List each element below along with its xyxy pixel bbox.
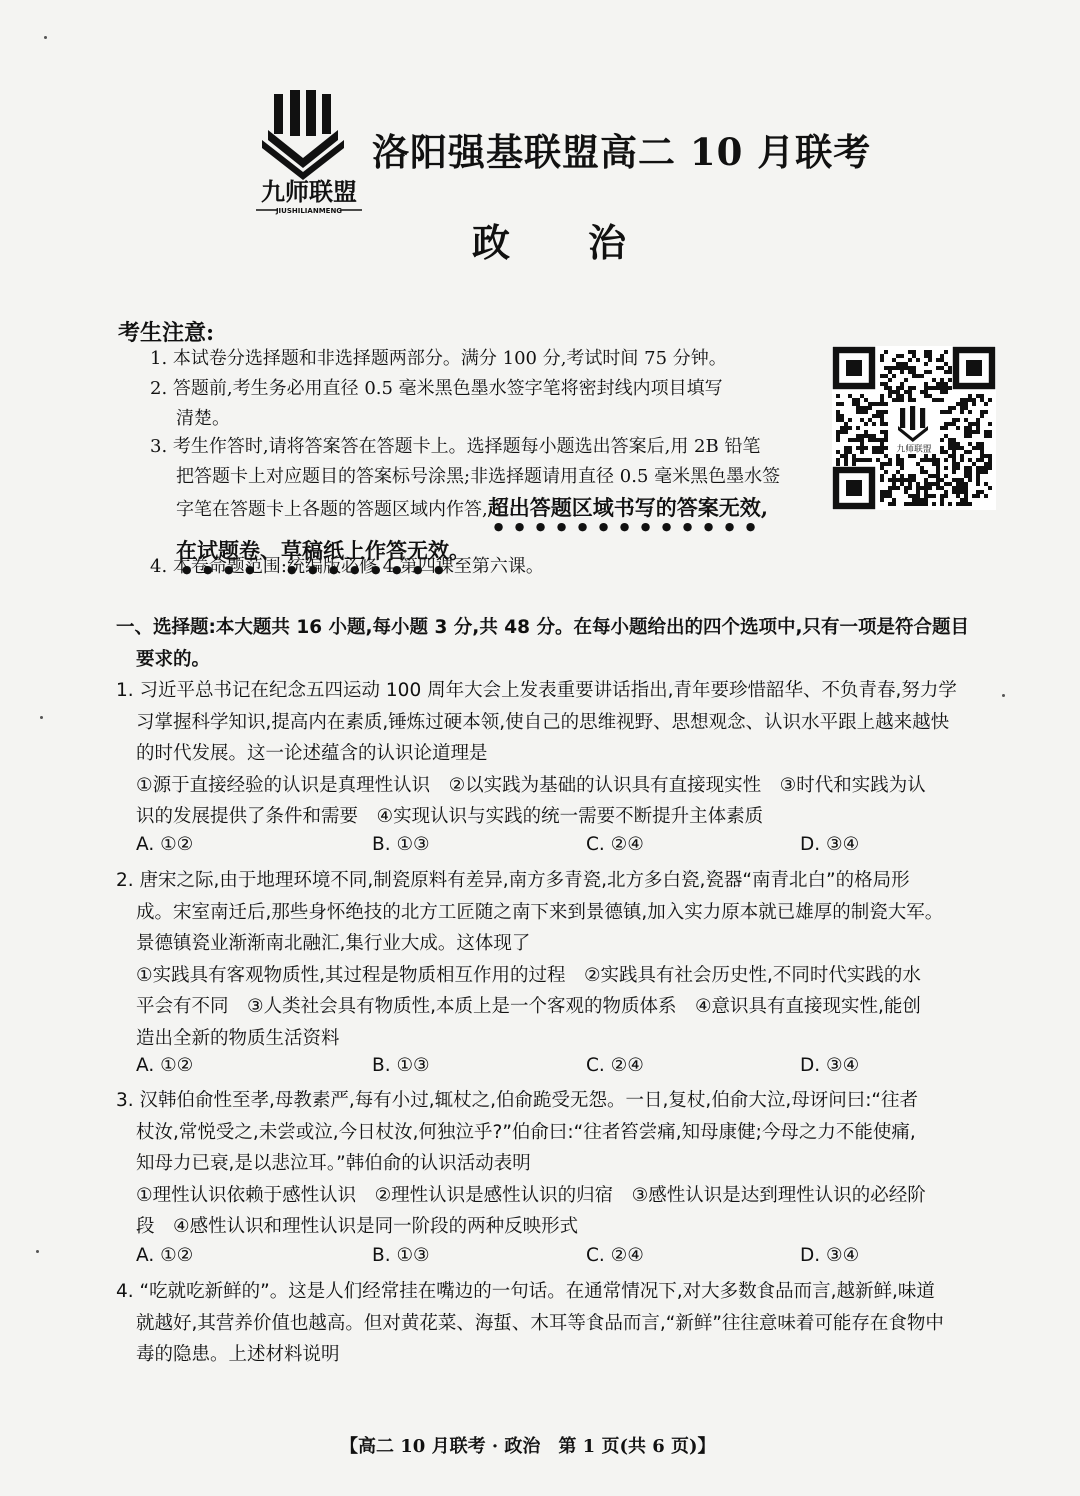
notice-item-3-line-3: 字笔在答题卡上各题的答题区域内作答, [176, 499, 488, 520]
q2-line-6: 造出全新的物质生活资料 [136, 1027, 340, 1049]
q2-option-c: C. ②④ [586, 1055, 644, 1076]
q3-option-c: C. ②④ [586, 1245, 644, 1266]
q4-line-2: 就越好,其营养价值也越高。但对黄花菜、海蜇、木耳等食品而言,“新鲜”往往意味着可能存在食物中 [136, 1312, 944, 1334]
q2-line-5: 平会有不同 ③人类社会具有物质性,本质上是一个客观的物质体系 ④意识具有直接现实性,能创 [136, 996, 921, 1017]
subject-title: 政治 [472, 220, 705, 265]
section-heading-line-2: 要求的。 [136, 648, 211, 670]
q2-line-2: 成。宋室南迁后,那些身怀绝技的北方工匠随之南下来到景德镇,加入实力原本就已雄厚的制瓷大军。 [136, 901, 944, 923]
q1-line-1: 1. 习近平总书记在纪念五四运动 100 周年大会上发表重要讲话指出,青年要珍惜韶华、不负青春,努力学 [116, 680, 957, 701]
q4-line-3: 毒的隐患。上述材料说明 [136, 1344, 340, 1365]
q2-line-1: 2. 唐宋之际,由于地理环境不同,制瓷原料有差异,南方多青瓷,北方多白瓷,瓷器“南青北白”的格局形 [116, 870, 910, 891]
qr-code-icon [832, 346, 996, 510]
q1-option-c: C. ②④ [586, 834, 644, 855]
question-1 [116, 675, 996, 833]
q2-line-3: 景德镇瓷业渐渐南北融汇,集行业大成。这体现了 [136, 933, 531, 954]
q1-options [136, 834, 996, 864]
q1-line-3: 的时代发展。这一论述蕴含的认识论道理是 [136, 743, 488, 764]
q1-option-b: B. ①③ [372, 834, 430, 855]
q2-option-d: D. ③④ [800, 1055, 860, 1076]
notice-title: 考生注意: [118, 320, 215, 346]
notice-warning-2: 在试题卷、草稿纸上作答无效。 [176, 538, 470, 563]
notice-item-1: 1. 本试卷分选择题和非选择题两部分。满分 100 分,考试时间 75 分钟。 [150, 348, 727, 369]
q3-options [136, 1245, 996, 1275]
q3-line-1: 3. 汉韩伯俞性至孝,母教素严,每有小过,辄杖之,伯俞跪受无怨。一日,复杖,伯俞大泣,母讶问曰:“往者 [116, 1090, 919, 1111]
q3-option-d: D. ③④ [800, 1245, 860, 1266]
question-4 [116, 1276, 996, 1371]
section-heading [116, 612, 996, 675]
notice-warning-1: 超出答题区域书写的答案无效, [487, 495, 769, 520]
logo-sub: JIUSHILIANMENG [275, 207, 343, 215]
q4-line-1: 4. “吃就吃新鲜的”。这是人们经常挂在嘴边的一句话。在通常情况下,对大多数食品而言,越新鲜,味道 [116, 1281, 935, 1302]
notice-item-2 [150, 374, 816, 434]
section-heading-line-1: 一、选择题:本大题共 16 小题,每小题 3 分,共 48 分。在每小题给出的四个选项中,只有一项是符合题目 [116, 617, 969, 638]
q2-options [136, 1055, 996, 1085]
q3-line-2: 杖汝,常悦受之,未尝或泣,今日杖汝,何独泣乎?”伯俞曰:“往者笞尝痛,知母康健;今母之力不能使痛, [136, 1121, 916, 1143]
q1-line-5: 识的发展提供了条件和需要 ④实现认识与实践的统一需要不断提升主体素质 [136, 806, 764, 827]
logo-name: 九师联盟 [261, 178, 357, 206]
q3-line-5: 段 ④感性认识和理性认识是同一阶段的两种反映形式 [136, 1216, 579, 1237]
notice-item-2-line-1: 2. 答题前,考生务必用直径 0.5 毫米黑色墨水签字笔将密封线内项目填写 [150, 378, 723, 399]
notice-item-4: 4. 本卷命题范围:统编版必修 4 第四课至第六课。 [150, 556, 544, 577]
notice-item-3-line-1: 3. 考生作答时,请将答案答在答题卡上。选择题每小题选出答案后,用 2B 铅笔 [150, 436, 761, 457]
scan-speck [44, 36, 47, 39]
q2-line-4: ①实践具有客观物质性,其过程是物质相互作用的过程 ②实践具有社会历史性,不同时代实践的水 [136, 964, 921, 986]
qr-label: 九师联盟 [896, 444, 932, 455]
q2-option-a: A. ①② [136, 1055, 194, 1076]
q3-option-a: A. ①② [136, 1245, 194, 1266]
scan-speck [36, 1250, 39, 1253]
scan-speck [40, 716, 43, 719]
q3-line-4: ①理性认识依赖于感性认识 ②理性认识是感性认识的归宿 ③感性认识是达到理性认识的必经阶 [136, 1184, 926, 1206]
q1-line-2: 习掌握科学知识,提高内在素质,锤炼过硬本领,使自己的思维视野、思想观念、认识水平跟上越来越快 [136, 711, 950, 733]
scan-speck [1002, 694, 1005, 697]
question-3 [116, 1085, 996, 1243]
question-2 [116, 865, 996, 1054]
q3-option-b: B. ①③ [372, 1245, 430, 1266]
jiushi-logo [248, 88, 370, 218]
q3-line-3: 知母力已衰,是以悲泣耳。”韩伯俞的认识活动表明 [136, 1153, 531, 1174]
notice-item-2-line-2: 清楚。 [176, 408, 230, 429]
exam-title: 洛阳强基联盟高二 10 月联考 [372, 130, 872, 174]
notice-item-3-line-2: 把答题卡上对应题目的答案标号涂黑;非选择题请用直径 0.5 毫米黑色墨水签 [176, 466, 781, 487]
page-footer: 【高二 10 月联考 · 政治 第 1 页(共 6 页)】 [340, 1436, 716, 1457]
q1-option-a: A. ①② [136, 834, 194, 855]
q1-option-d: D. ③④ [800, 834, 860, 855]
q2-option-b: B. ①③ [372, 1055, 430, 1076]
q1-line-4: ①源于直接经验的认识是真理性认识 ②以实践为基础的认识具有直接现实性 ③时代和实践为认 [136, 774, 926, 796]
